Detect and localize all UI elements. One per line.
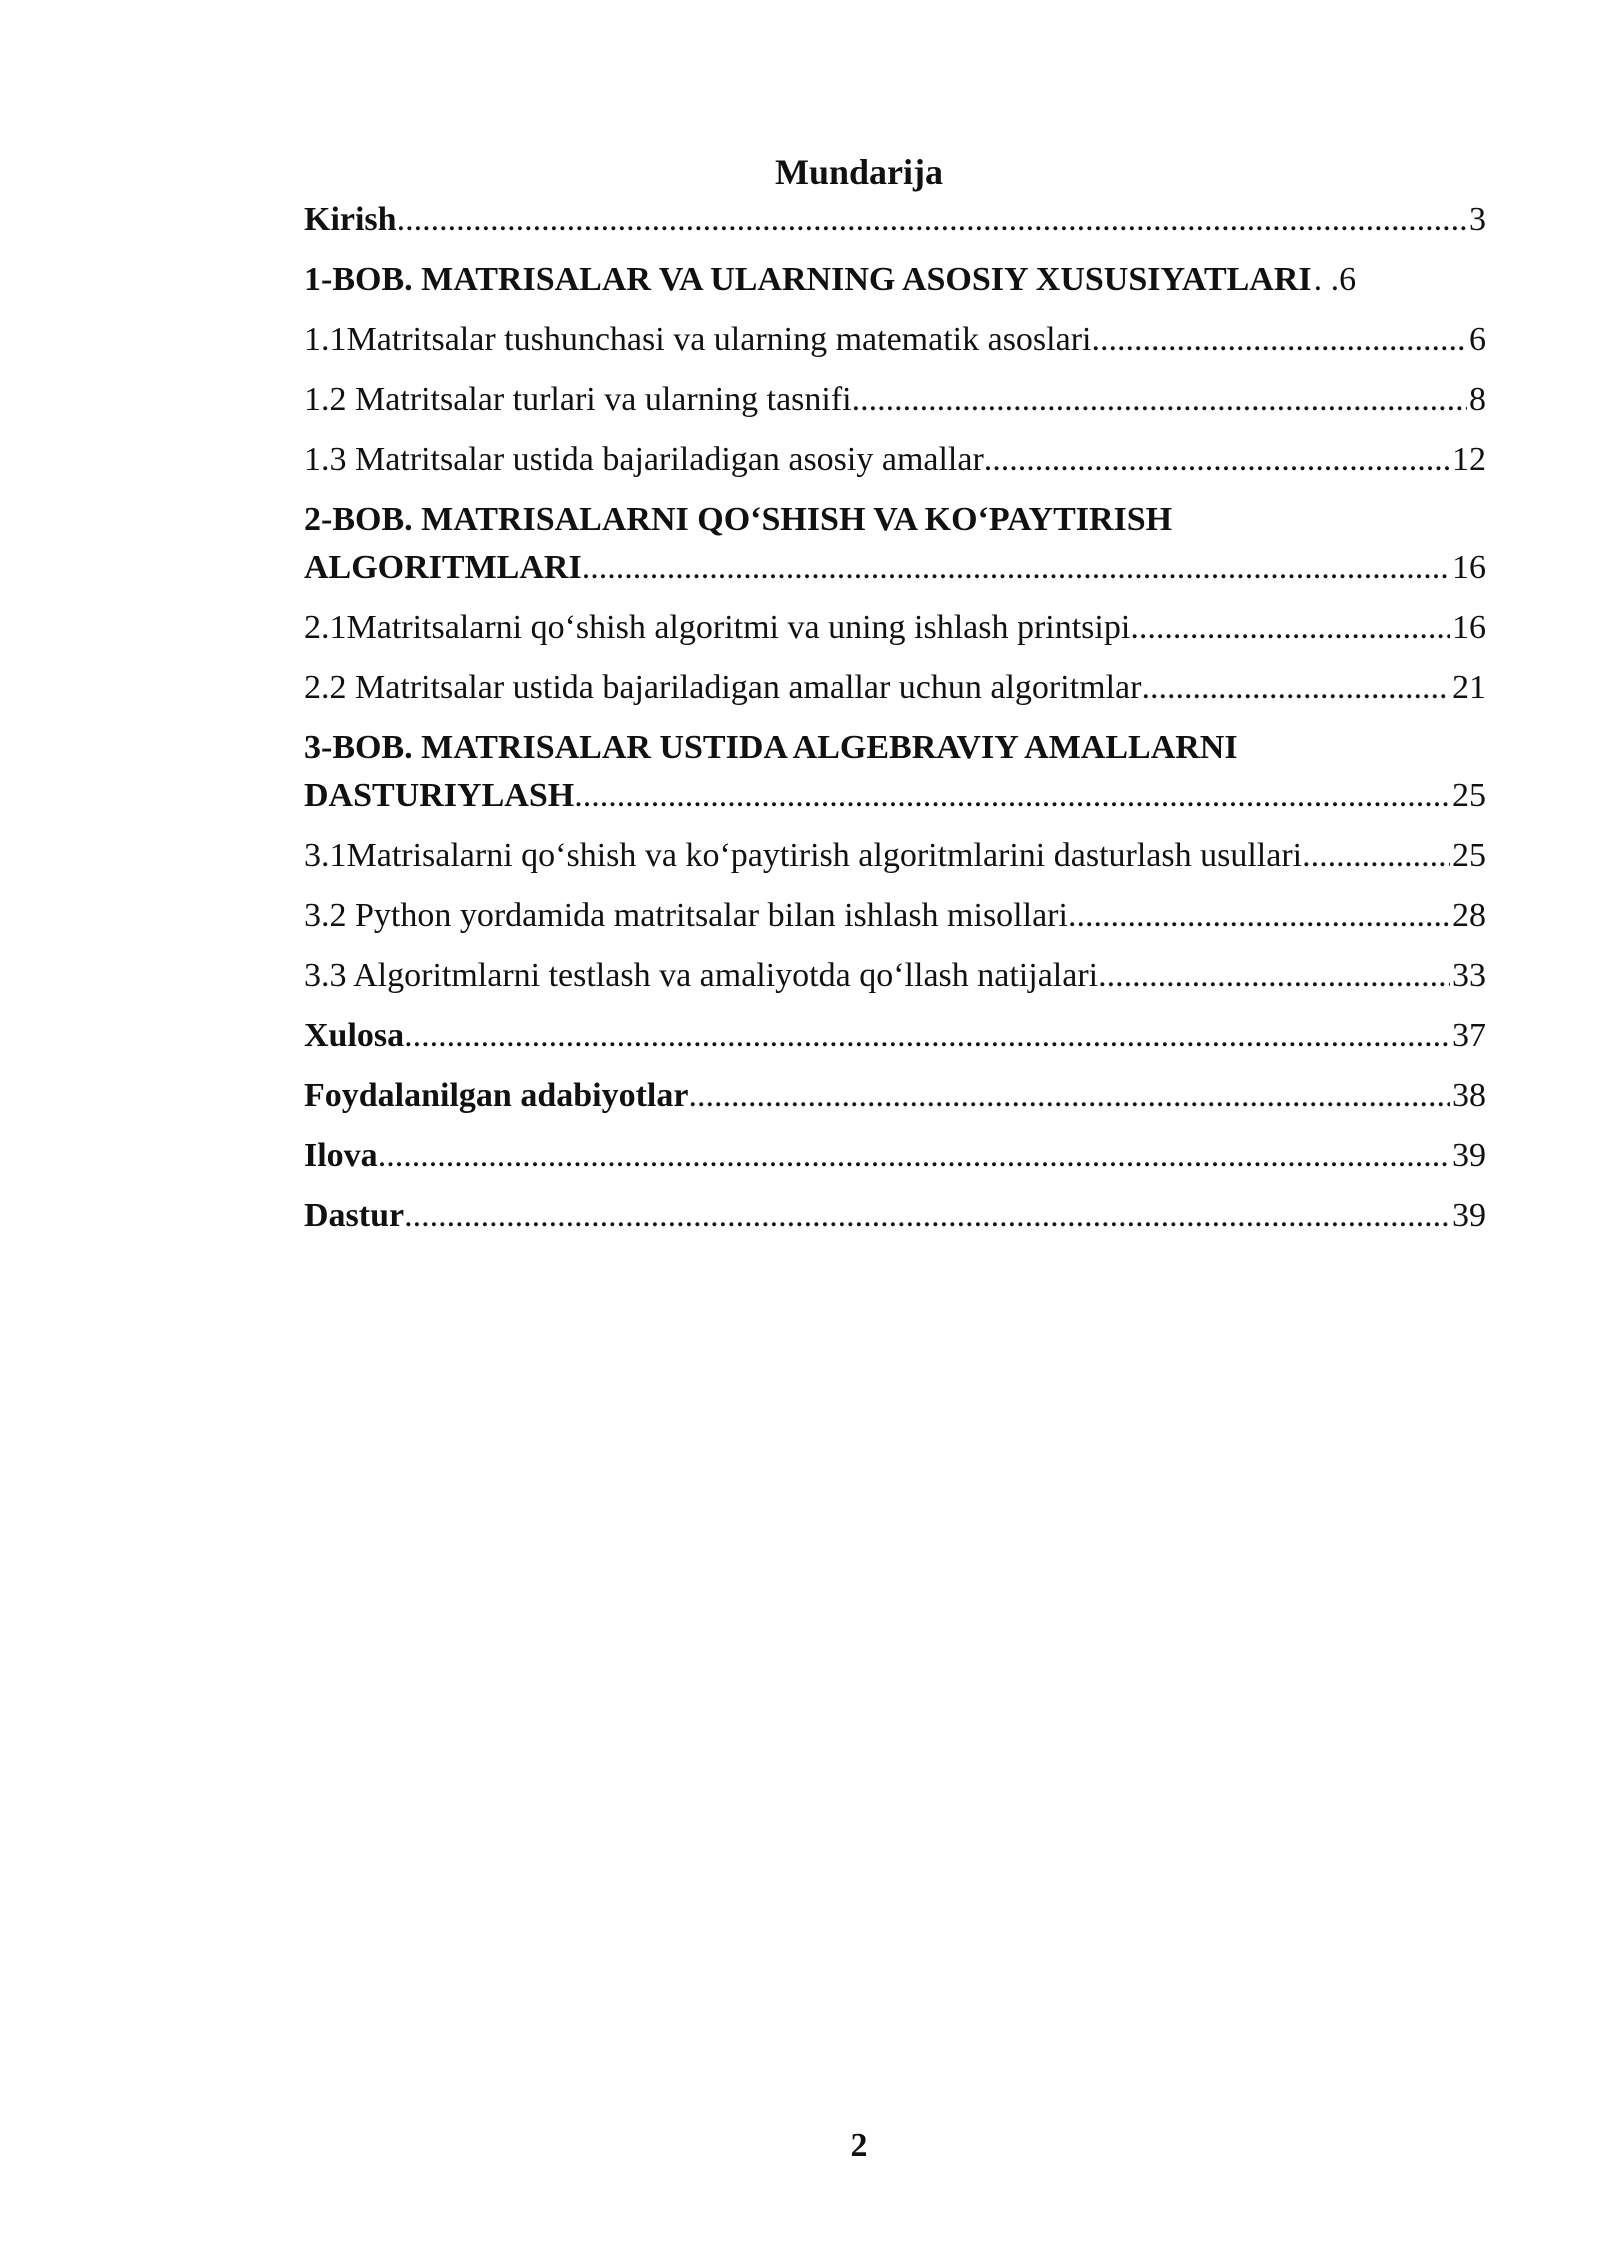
toc-entry-page: 39 (1452, 1197, 1486, 1234)
dot-leader (1091, 316, 1467, 364)
dot-leader (984, 436, 1450, 484)
toc-entry-adabiyotlar[interactable] (304, 1072, 1486, 1120)
toc-entry-label: 3.3 Algoritmlarni testlash va amaliyotda qo‘llash natijalari (304, 957, 1099, 994)
dot-leader (1141, 664, 1450, 712)
toc-entry-page: 12 (1452, 441, 1486, 478)
toc-entry-label: 1.1Matritsalar tushunchasi va ularning matematik asoslari (304, 321, 1092, 358)
toc-entry-label: 2.1Matritsalarni qo‘shish algoritmi va uning ishlash printsipi (304, 609, 1131, 646)
toc-entry-label: 1.3 Matritsalar ustida bajariladigan asosiy amallar (304, 441, 984, 478)
toc-entry-label: Dastur (304, 1197, 405, 1234)
toc-entry-section-3-2[interactable] (304, 892, 1486, 940)
toc-entry-page: 33 (1452, 957, 1486, 994)
toc-entry-chapter-2[interactable] (304, 496, 1486, 592)
toc-entry-kirish[interactable] (304, 196, 1486, 244)
toc-entry-section-3-1[interactable] (304, 832, 1486, 880)
toc-entry-xulosa[interactable] (304, 1012, 1486, 1060)
toc-entry-page: 38 (1452, 1077, 1486, 1114)
dot-leader (1130, 604, 1450, 652)
toc-entry-page: 25 (1452, 777, 1486, 814)
toc-entry-label-line-1: 2-BOB. MATRISALARNI QO‘SHISH VA KO‘PAYTIRISH (304, 501, 1173, 538)
toc-entry-page: 16 (1452, 609, 1486, 646)
dot-leader (852, 376, 1467, 424)
dot-leader (404, 1192, 1450, 1240)
toc-entry-label-line-1: 3-BOB. MATRISALAR USTIDA ALGEBRAVIY AMALLARNI (304, 729, 1238, 766)
toc-entry-label: 1.2 Matritsalar turlari va ularning tasnifi (304, 381, 852, 418)
toc-entry-ilova[interactable] (304, 1132, 1486, 1180)
toc-entry-label: Foydalanilgan adabiyotlar (304, 1077, 689, 1114)
dot-leader (1302, 832, 1450, 880)
toc-entry-page: 21 (1452, 669, 1486, 706)
table-of-contents (304, 196, 1486, 1252)
dot-leader (582, 544, 1450, 592)
toc-entry-page: 37 (1452, 1017, 1486, 1054)
toc-entry-label: 1-BOB. MATRISALAR VA ULARNING ASOSIY XUSUSIYATLARI (304, 261, 1312, 298)
toc-entry-label: 3.1Matrisalarni qo‘shish va ko‘paytirish algoritmlarini dasturlash usullari (304, 837, 1303, 874)
toc-entry-page: 28 (1452, 897, 1486, 934)
dot-leader (378, 1132, 1450, 1180)
toc-entry-page: 6 (1469, 321, 1486, 358)
toc-entry-section-3-3[interactable] (304, 952, 1486, 1000)
toc-entry-page: 8 (1469, 381, 1486, 418)
dot-leader (1068, 892, 1450, 940)
dot-leader (688, 1072, 1450, 1120)
toc-entry-label: Kirish (304, 201, 397, 238)
toc-entry-label-line-2: DASTURIYLASH (304, 777, 575, 814)
toc-entry-chapter-3[interactable] (304, 724, 1486, 820)
toc-entry-section-1-1[interactable] (304, 316, 1486, 364)
toc-entry-page: 25 (1452, 837, 1486, 874)
toc-entry-section-2-1[interactable] (304, 604, 1486, 652)
toc-entry-label-line-2: ALGORITMLARI (304, 549, 582, 586)
toc-entry-label: 3.2 Python yordamida matritsalar bilan ishlash misollari (304, 897, 1068, 934)
dot-leader (1098, 952, 1450, 1000)
toc-entry-page: 16 (1452, 549, 1486, 586)
toc-entry-section-2-2[interactable] (304, 664, 1486, 712)
toc-entry-page: 3 (1469, 201, 1486, 238)
toc-entry-page: 39 (1452, 1137, 1486, 1174)
toc-entry-label: Xulosa (304, 1017, 405, 1054)
toc-entry-section-1-3[interactable] (304, 436, 1486, 484)
toc-entry-chapter-1[interactable] (304, 256, 1486, 304)
toc-entry-dastur[interactable] (304, 1192, 1486, 1240)
toc-entry-label: 2.2 Matritsalar ustida bajariladigan amallar uchun algoritmlar (304, 669, 1142, 706)
page-title: Mundarija (774, 152, 943, 192)
dot-leader (574, 772, 1450, 820)
page-number: 2 (850, 2127, 868, 2164)
dot-leader (404, 1012, 1450, 1060)
toc-entry-label: Ilova (304, 1137, 378, 1174)
dot-leader (397, 196, 1467, 244)
toc-entry-page: . .6 (1313, 261, 1357, 298)
toc-entry-section-1-2[interactable] (304, 376, 1486, 424)
